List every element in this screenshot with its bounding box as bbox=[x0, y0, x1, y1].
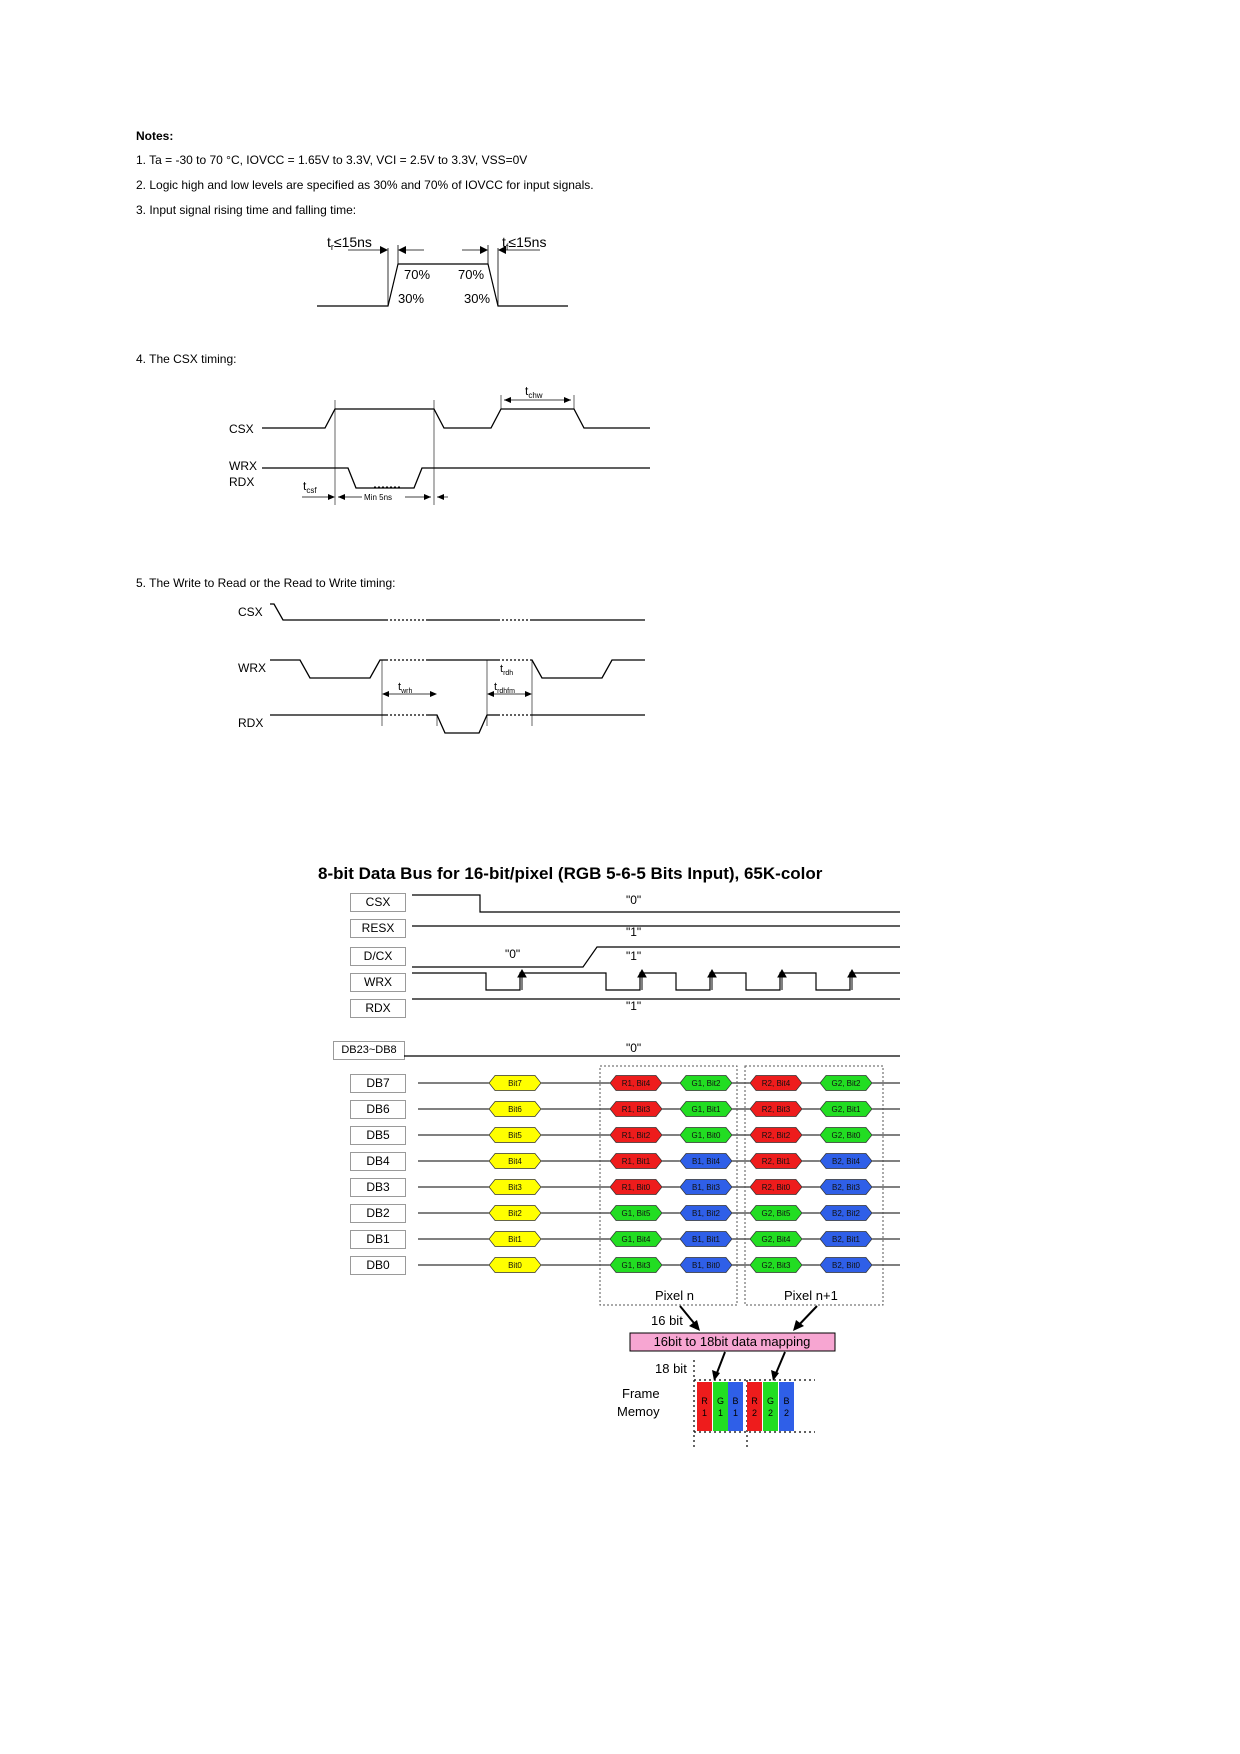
cmd-bit-3-label: Bit4 bbox=[508, 1157, 522, 1166]
pct-70-fall: 70% bbox=[458, 267, 485, 282]
fm-cell-letter-2: B bbox=[732, 1396, 739, 1406]
pixel1-low-2-label: G1, Bit0 bbox=[691, 1131, 721, 1140]
bit16-label: 16 bit bbox=[651, 1313, 683, 1328]
csx-label: CSX bbox=[229, 422, 254, 436]
tchw-label: $t_{chw}$ bbox=[525, 384, 543, 400]
pixel1-high-5-label: G1, Bit5 bbox=[621, 1209, 651, 1218]
fm-cell-4 bbox=[763, 1382, 778, 1431]
tcsf-label: $t_{csf}$ bbox=[303, 479, 317, 495]
fm-cell-number-5: 2 bbox=[783, 1408, 790, 1418]
pixel2-low-0-label: G2, Bit2 bbox=[831, 1079, 861, 1088]
wr-wrx-label: WRX bbox=[238, 661, 266, 675]
signal-box-resx: RESX bbox=[350, 919, 406, 938]
signal-box-dcx: D/CX bbox=[350, 947, 406, 966]
pixel2-high-7-label: G2, Bit3 bbox=[761, 1261, 791, 1270]
signal-box-rdx: RDX bbox=[350, 999, 406, 1018]
cmd-bit-7-label: Bit0 bbox=[508, 1261, 522, 1270]
pixel2-low-2-label: G2, Bit0 bbox=[831, 1131, 861, 1140]
notes-title: Notes: bbox=[136, 129, 174, 143]
pct-70-rise: 70% bbox=[404, 267, 431, 282]
pixel2-high-5-label: G2, Bit5 bbox=[761, 1209, 791, 1218]
pixel1-low-1-label: G1, Bit1 bbox=[691, 1105, 721, 1114]
signal-box-db23-db8: DB23~DB8 bbox=[333, 1041, 405, 1060]
pixel1-low-5-label: B1, Bit2 bbox=[691, 1209, 721, 1218]
mapping-label: 16bit to 18bit data mapping bbox=[653, 1334, 811, 1349]
rdx-label: RDX bbox=[229, 475, 255, 489]
pixel2-low-1-label: G2, Bit1 bbox=[831, 1105, 861, 1114]
fm-cell-1 bbox=[713, 1382, 728, 1431]
fm-cell-number-1: 1 bbox=[717, 1408, 724, 1418]
db-box-db1: DB1 bbox=[350, 1230, 406, 1249]
memory-label: Memoy bbox=[617, 1404, 660, 1419]
pixel2-high-3-label: R2, Bit1 bbox=[761, 1157, 791, 1166]
cmd-bit-6-label: Bit1 bbox=[508, 1235, 522, 1244]
pixel2-low-3-label: B2, Bit4 bbox=[831, 1157, 861, 1166]
cmd-bit-5-label: Bit2 bbox=[508, 1209, 522, 1218]
cmd-bit-2-label: Bit5 bbox=[508, 1131, 522, 1140]
twrh-label: $t_{wrh}$ bbox=[398, 681, 413, 695]
fm-cell-5 bbox=[779, 1382, 794, 1431]
wr-csx-label: CSX bbox=[238, 605, 263, 619]
cmd-bit-0-label: Bit7 bbox=[508, 1079, 522, 1088]
db-row-waveforms bbox=[418, 1076, 900, 1273]
db-box-db5: DB5 bbox=[350, 1126, 406, 1145]
pixel1-high-0-label: R1, Bit4 bbox=[621, 1079, 651, 1088]
fm-cell-number-0: 1 bbox=[701, 1408, 708, 1418]
db-box-db6: DB6 bbox=[350, 1100, 406, 1119]
note-5: 5. The Write to Read or the Read to Write timing: bbox=[136, 576, 396, 590]
pct-30-fall: 30% bbox=[464, 291, 491, 306]
pixel2-high-0-label: R2, Bit4 bbox=[761, 1079, 791, 1088]
pixel1-high-1-label: R1, Bit3 bbox=[621, 1105, 651, 1114]
signal-box-wrx: WRX bbox=[350, 973, 406, 992]
pixel1-low-3-label: B1, Bit4 bbox=[691, 1157, 721, 1166]
resx-level: "1" bbox=[626, 925, 642, 939]
pixel2-low-4-label: B2, Bit3 bbox=[831, 1183, 861, 1192]
pixel2-high-1-label: R2, Bit3 bbox=[761, 1105, 791, 1114]
frame-label: Frame bbox=[622, 1386, 660, 1401]
tr-label: $t_r\le 15ns$ bbox=[327, 234, 372, 252]
tf-label: $t_f\le 15ns$ bbox=[502, 234, 547, 252]
pixel2-high-6-label: G2, Bit4 bbox=[761, 1235, 791, 1244]
pixel1-low-6-label: B1, Bit1 bbox=[691, 1235, 721, 1244]
db-box-db7: DB7 bbox=[350, 1074, 406, 1093]
pixel1-low-4-label: B1, Bit3 bbox=[691, 1183, 721, 1192]
note-4: 4. The CSX timing: bbox=[136, 352, 237, 366]
note-2: 2. Logic high and low levels are specified as 30% and 70% of IOVCC for input signals. bbox=[136, 178, 594, 192]
fm-cell-letter-4: G bbox=[766, 1396, 775, 1406]
db-box-db2: DB2 bbox=[350, 1204, 406, 1223]
wrx-label: WRX bbox=[229, 459, 257, 473]
fm-cell-3 bbox=[747, 1382, 762, 1431]
pixel2-low-6-label: B2, Bit1 bbox=[831, 1235, 861, 1244]
pixel1-high-4-label: R1, Bit0 bbox=[621, 1183, 651, 1192]
csx-level: "0" bbox=[626, 893, 642, 907]
signal-box-csx: CSX bbox=[350, 893, 406, 912]
pixel1-high-7-label: G1, Bit3 bbox=[621, 1261, 651, 1270]
pct-30-rise: 30% bbox=[398, 291, 425, 306]
cmd-bit-1-label: Bit6 bbox=[508, 1105, 522, 1114]
pixel1-low-0-label: G1, Bit2 bbox=[691, 1079, 721, 1088]
db23-db8-level: "0" bbox=[626, 1041, 642, 1055]
note-1: 1. Ta = -30 to 70 °C, IOVCC = 1.65V to 3.3V, VCI = 2.5V to 3.3V, VSS=0V bbox=[136, 153, 528, 167]
fm-cell-number-3: 2 bbox=[751, 1408, 758, 1418]
fm-cell-letter-1: G bbox=[716, 1396, 725, 1406]
fm-cell-letter-0: R bbox=[701, 1396, 708, 1406]
fm-cell-number-4: 2 bbox=[767, 1408, 774, 1418]
pixel-n-label: Pixel n bbox=[655, 1288, 695, 1303]
frame-memory-cells bbox=[697, 1382, 794, 1431]
dcx-level-1: "1" bbox=[626, 949, 642, 963]
db-box-db4: DB4 bbox=[350, 1152, 406, 1171]
pixel1-high-3-label: R1, Bit1 bbox=[621, 1157, 651, 1166]
min-5ns-label: Min 5ns bbox=[364, 493, 393, 502]
db-box-db3: DB3 bbox=[350, 1178, 406, 1197]
note-3: 3. Input signal rising time and falling time: bbox=[136, 203, 357, 217]
fm-cell-0 bbox=[697, 1382, 712, 1431]
trdhfm-label: $t_{rdhfm}$ bbox=[494, 681, 515, 695]
wr-rdx-label: RDX bbox=[238, 716, 264, 730]
fm-cell-number-2: 1 bbox=[732, 1408, 739, 1418]
pixel1-high-2-label: R1, Bit2 bbox=[621, 1131, 651, 1140]
db-box-db0: DB0 bbox=[350, 1256, 406, 1275]
pixel1-low-7-label: B1, Bit0 bbox=[691, 1261, 721, 1270]
pixel2-high-2-label: R2, Bit2 bbox=[761, 1131, 791, 1140]
fm-cell-letter-5: B bbox=[783, 1396, 790, 1406]
rdx-level: "1" bbox=[626, 999, 642, 1013]
fm-cell-letter-3: R bbox=[751, 1396, 758, 1406]
pixel-n1-label: Pixel n+1 bbox=[784, 1288, 838, 1303]
pixel1-high-6-label: G1, Bit4 bbox=[621, 1235, 651, 1244]
bit18-label: 18 bit bbox=[655, 1361, 687, 1376]
pixel2-high-4-label: R2, Bit0 bbox=[761, 1183, 791, 1192]
fm-cell-2 bbox=[728, 1382, 743, 1431]
dcx-level-0: "0" bbox=[505, 947, 521, 961]
pixel2-low-5-label: B2, Bit2 bbox=[831, 1209, 861, 1218]
cmd-bit-4-label: Bit3 bbox=[508, 1183, 522, 1192]
trdh-label: $t_{rdh}$ bbox=[500, 663, 514, 677]
bus-diagram-title: 8-bit Data Bus for 16-bit/pixel (RGB 5-6-5 Bits Input), 65K-color bbox=[318, 864, 823, 883]
pixel2-low-7-label: B2, Bit0 bbox=[831, 1261, 861, 1270]
